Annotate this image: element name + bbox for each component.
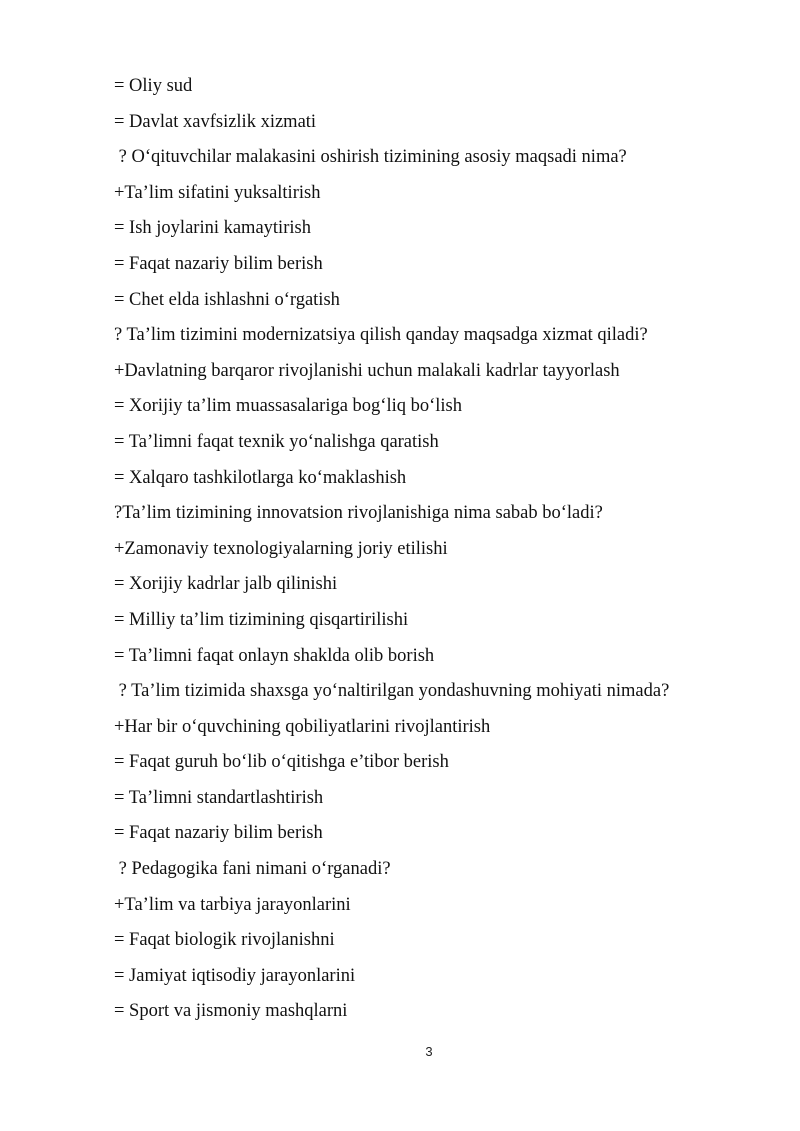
answer-line: = Ta’limni faqat texnik yo‘nalishga qaratish <box>114 431 439 452</box>
answer-line: = Xorijiy ta’lim muassasalariga bog‘liq bo‘lish <box>114 396 462 417</box>
answer-line: = Faqat guruh bo‘lib o‘qitishga e’tibor berish <box>114 752 449 773</box>
answer-line: = Faqat biologik rivojlanishni <box>114 930 335 951</box>
correct-answer-line: +Zamonaviy texnologiyalarning joriy etilishi <box>114 538 448 559</box>
answer-line: = Chet elda ishlashni o‘rgatish <box>114 289 340 310</box>
answer-line: = Davlat xavfsizlik xizmati <box>114 111 317 132</box>
question-line: ? O‘qituvchilar malakasini oshirish tizimining asosiy maqsadi nima? <box>114 147 627 168</box>
correct-answer-line: +Har bir o‘quvchining qobiliyatlarini rivojlantirish <box>114 716 491 737</box>
page-number: 3 <box>425 1044 433 1059</box>
answer-line: = Xorijiy kadrlar jalb qilinishi <box>114 574 338 595</box>
correct-answer-line: +Ta’lim sifatini yuksaltirish <box>114 182 321 203</box>
answer-line: = Ta’limni faqat onlayn shaklda olib borish <box>114 645 435 666</box>
answer-line: = Sport va jismoniy mashqlarni <box>114 1001 348 1022</box>
correct-answer-line: +Davlatning barqaror rivojlanishi uchun malakali kadrlar tayyorlash <box>114 360 620 381</box>
answer-line: = Faqat nazariy bilim berish <box>114 253 323 274</box>
answer-line: = Xalqaro tashkilotlarga ko‘maklashish <box>114 467 407 488</box>
question-line: ? Ta’lim tizimini modernizatsiya qilish qanday maqsadga xizmat qiladi? <box>114 325 648 346</box>
answer-line: = Milliy ta’lim tizimining qisqartirilishi <box>114 609 409 630</box>
answer-line: = Faqat nazariy bilim berish <box>114 823 323 844</box>
question-line: ?Ta’lim tizimining innovatsion rivojlanishiga nima sabab bo‘ladi? <box>114 503 603 524</box>
correct-answer-line: +Ta’lim va tarbiya jarayonlarini <box>114 894 351 915</box>
question-line: ? Ta’lim tizimida shaxsga yo‘naltirilgan yondashuvning mohiyati nimada? <box>114 681 670 702</box>
answer-line: = Jamiyat iqtisodiy jarayonlarini <box>114 965 356 986</box>
answer-line: = Ta’limni standartlashtirish <box>114 787 324 808</box>
answer-line: = Oliy sud <box>114 76 193 96</box>
answer-line: = Ish joylarini kamaytirish <box>114 218 311 239</box>
quiz-text-block <box>114 73 754 1034</box>
question-line: ? Pedagogika fani nimani o‘rganadi? <box>114 859 391 880</box>
